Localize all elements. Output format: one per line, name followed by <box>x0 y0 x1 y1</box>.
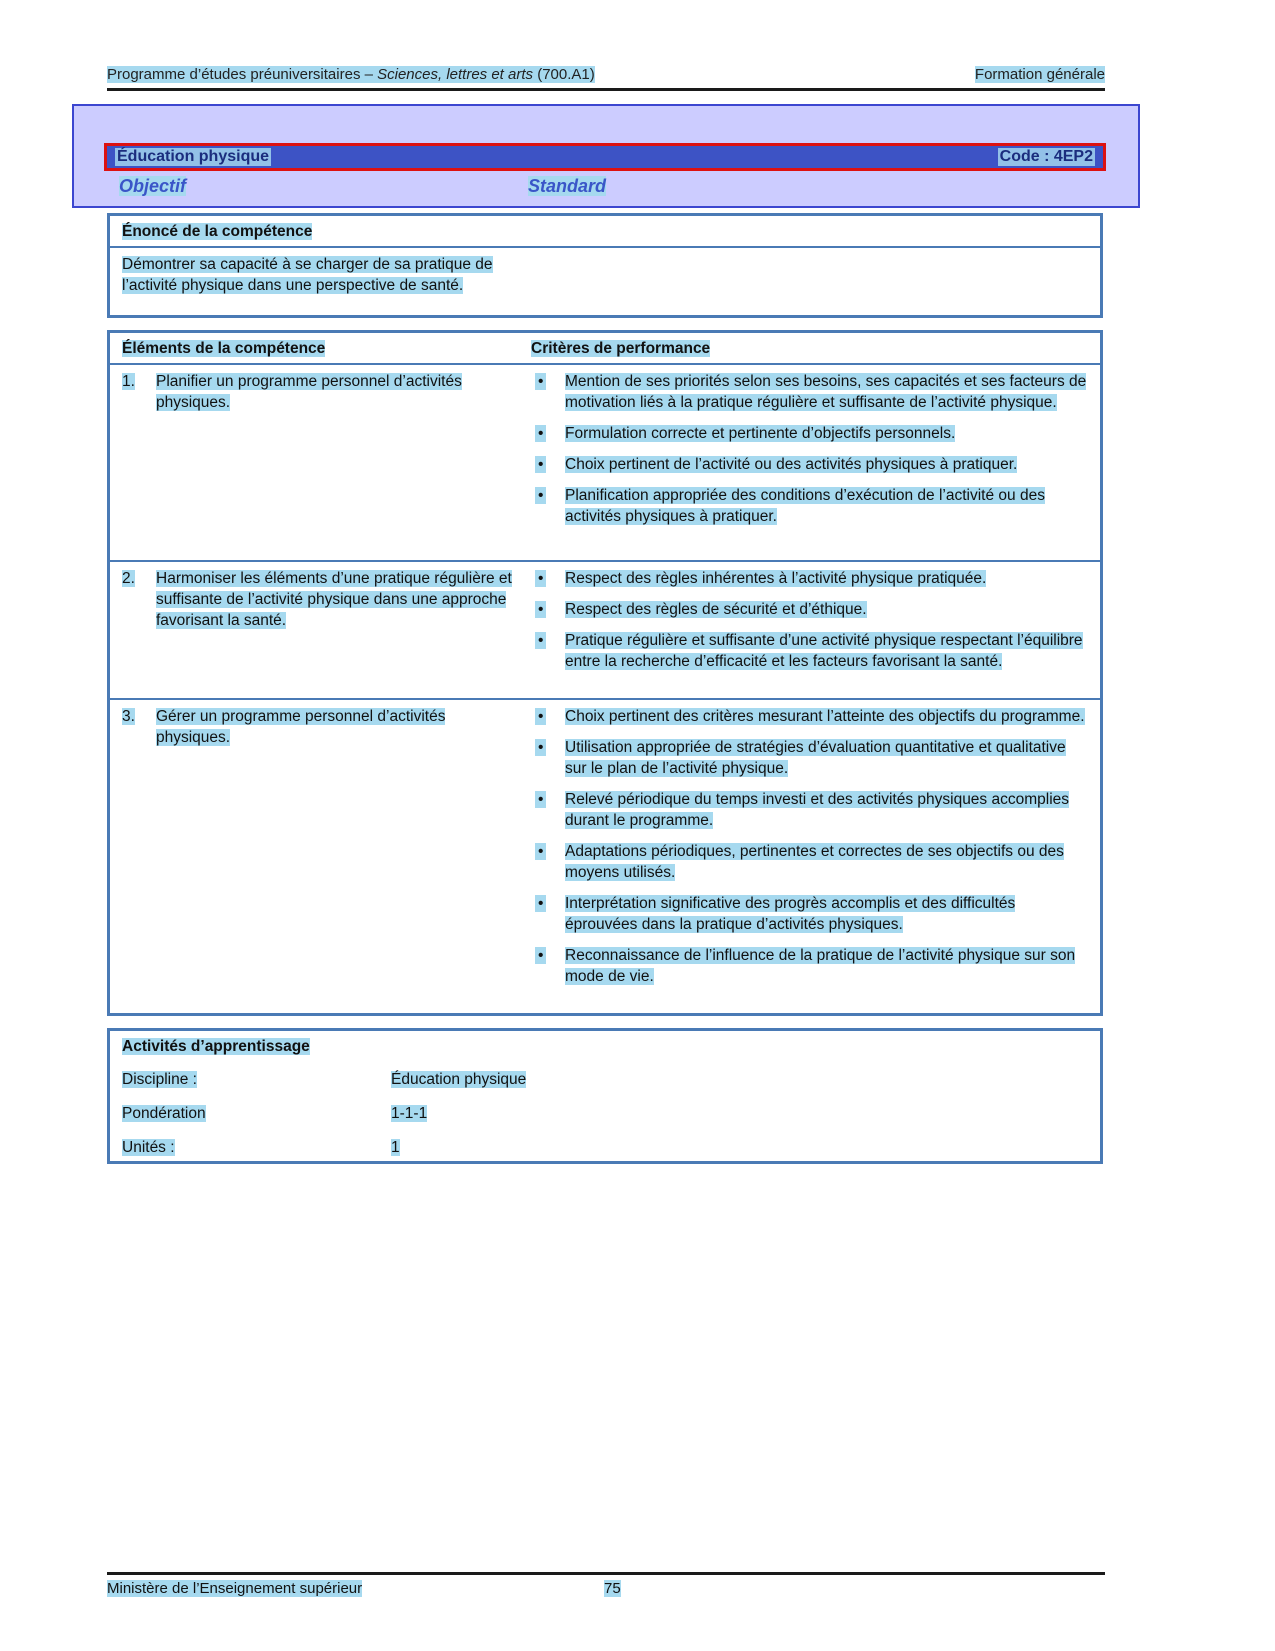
activites-value: Éducation physique <box>391 1071 527 1088</box>
bullet-icon: • <box>531 454 565 475</box>
element-text: Gérer un programme personnel d’activités physiques. <box>156 708 446 746</box>
elements-table-header <box>110 333 1100 365</box>
criterion-text: Utilisation appropriée de stratégies d’évaluation quantitative et qualitative sur le plan de l’activité physique. <box>565 739 1066 777</box>
criterion-item <box>531 893 1090 935</box>
criterion-item <box>531 485 1090 527</box>
activites-value: 1-1-1 <box>391 1105 428 1122</box>
header-right <box>975 66 1105 83</box>
criteria-cell <box>531 568 1100 698</box>
criterion-text: Interprétation significative des progrès accomplis et des difficultés éprouvées dans la pratique d’activités physiques. <box>565 895 1016 933</box>
activites-header-text: Activités d’apprentissage <box>122 1038 310 1055</box>
objectif-label: Objectif <box>119 176 187 196</box>
course-code: Code : 4EP2 <box>999 148 1093 165</box>
bullet-icon: • <box>531 630 565 672</box>
table-row <box>110 698 1100 1010</box>
bullet-icon: • <box>531 945 565 987</box>
enonce-header <box>110 216 1100 248</box>
activites-row <box>122 1137 1088 1158</box>
course-title: Éducation physique <box>117 148 270 165</box>
header-divider <box>107 88 1105 91</box>
activites-label: Discipline : <box>122 1071 197 1088</box>
element-cell <box>110 371 531 560</box>
element-cell <box>110 706 531 1010</box>
criterion-text: Formulation correcte et pertinente d’objectifs personnels. <box>565 425 956 442</box>
activites-row <box>122 1103 1088 1124</box>
enonce-table <box>107 213 1103 318</box>
criteria-cell <box>531 371 1100 560</box>
enonce-body <box>110 248 1100 302</box>
criterion-text: Choix pertinent des critères mesurant l’atteinte des objectifs du programme. <box>565 708 1085 725</box>
activites-body <box>110 1061 1100 1158</box>
elements-table <box>107 330 1103 1016</box>
criterion-text: Choix pertinent de l’activité ou des activités physiques à pratiquer. <box>565 456 1018 473</box>
header-right-text: Formation générale <box>974 66 1105 83</box>
course-title-bar <box>104 143 1106 171</box>
element-text: Planifier un programme personnel d’activités physiques. <box>156 373 462 411</box>
bullet-icon: • <box>531 841 565 883</box>
criterion-item <box>531 371 1090 413</box>
table-row <box>110 560 1100 698</box>
criterion-text: Adaptations périodiques, pertinentes et correctes de ses objectifs ou des moyens utilisés. <box>565 843 1064 881</box>
enonce-text: Démontrer sa capacité à se charger de sa pratique de l’activité physique dans une perspective de santé. <box>122 256 493 294</box>
item-number: 1. <box>122 373 135 390</box>
criterion-item <box>531 599 1090 620</box>
header-left-text: Programme d’études préuniversitaires – Sciences, lettres et arts (700.A1) <box>107 66 595 83</box>
activites-label: Unités : <box>122 1139 175 1156</box>
item-number: 3. <box>122 708 135 725</box>
criterion-item <box>531 706 1090 727</box>
criterion-text: Respect des règles de sécurité et d’éthique. <box>565 601 867 618</box>
objectif-standard-row <box>107 176 1103 202</box>
activites-row <box>122 1069 1088 1090</box>
criteres-col-header: Critères de performance <box>531 340 711 357</box>
criterion-text: Relevé périodique du temps investi et des activités physiques accomplies durant le programme. <box>565 791 1070 829</box>
activites-label: Pondération <box>122 1105 206 1122</box>
activites-table <box>107 1028 1103 1164</box>
bullet-icon: • <box>531 371 565 413</box>
activites-header <box>110 1031 1100 1061</box>
elements-col-header: Éléments de la compétence <box>122 340 326 357</box>
criterion-item <box>531 630 1090 672</box>
table-row <box>110 365 1100 560</box>
bullet-icon: • <box>531 706 565 727</box>
standard-label: Standard <box>528 176 607 196</box>
element-cell <box>110 568 531 698</box>
page-footer <box>107 1580 1105 1597</box>
criterion-item <box>531 423 1090 444</box>
enonce-header-text: Énoncé de la compétence <box>122 223 313 240</box>
criteria-cell <box>531 706 1100 1010</box>
criterion-text: Pratique régulière et suffisante d’une activité physique respectant l’équilibre entre la recherche d’efficacité et les facteurs favorisant la santé. <box>565 632 1083 670</box>
criterion-text: Mention de ses priorités selon ses besoins, ses capacités et ses facteurs de motivation liés à la pratique régulière et suffisante de l’activité physique. <box>565 373 1087 411</box>
bullet-icon: • <box>531 599 565 620</box>
criterion-item <box>531 789 1090 831</box>
criterion-text: Reconnaissance de l’influence de la pratique de l’activité physique sur son mode de vie. <box>565 947 1076 985</box>
element-text: Harmoniser les éléments d’une pratique régulière et suffisante de l’activité physique dans une approche favorisant la santé. <box>156 570 512 629</box>
footer-left-text: Ministère de l’Enseignement supérieur <box>107 1580 363 1597</box>
criterion-text: Planification appropriée des conditions d’exécution de l’activité ou des activités physiques à pratiquer. <box>565 487 1045 525</box>
criterion-item <box>531 945 1090 987</box>
bullet-icon: • <box>531 568 565 589</box>
criterion-item <box>531 737 1090 779</box>
item-number: 2. <box>122 570 135 587</box>
footer-divider <box>107 1572 1105 1575</box>
criterion-item <box>531 841 1090 883</box>
criterion-item <box>531 568 1090 589</box>
bullet-icon: • <box>531 789 565 831</box>
bullet-icon: • <box>531 893 565 935</box>
page-number: 75 <box>604 1580 621 1597</box>
bullet-icon: • <box>531 485 565 527</box>
activites-value: 1 <box>391 1139 400 1156</box>
header-left <box>107 66 595 83</box>
bullet-icon: • <box>531 423 565 444</box>
criterion-item <box>531 454 1090 475</box>
page-header <box>107 66 1105 83</box>
criterion-text: Respect des règles inhérentes à l’activité physique pratiquée. <box>565 570 987 587</box>
bullet-icon: • <box>531 737 565 779</box>
